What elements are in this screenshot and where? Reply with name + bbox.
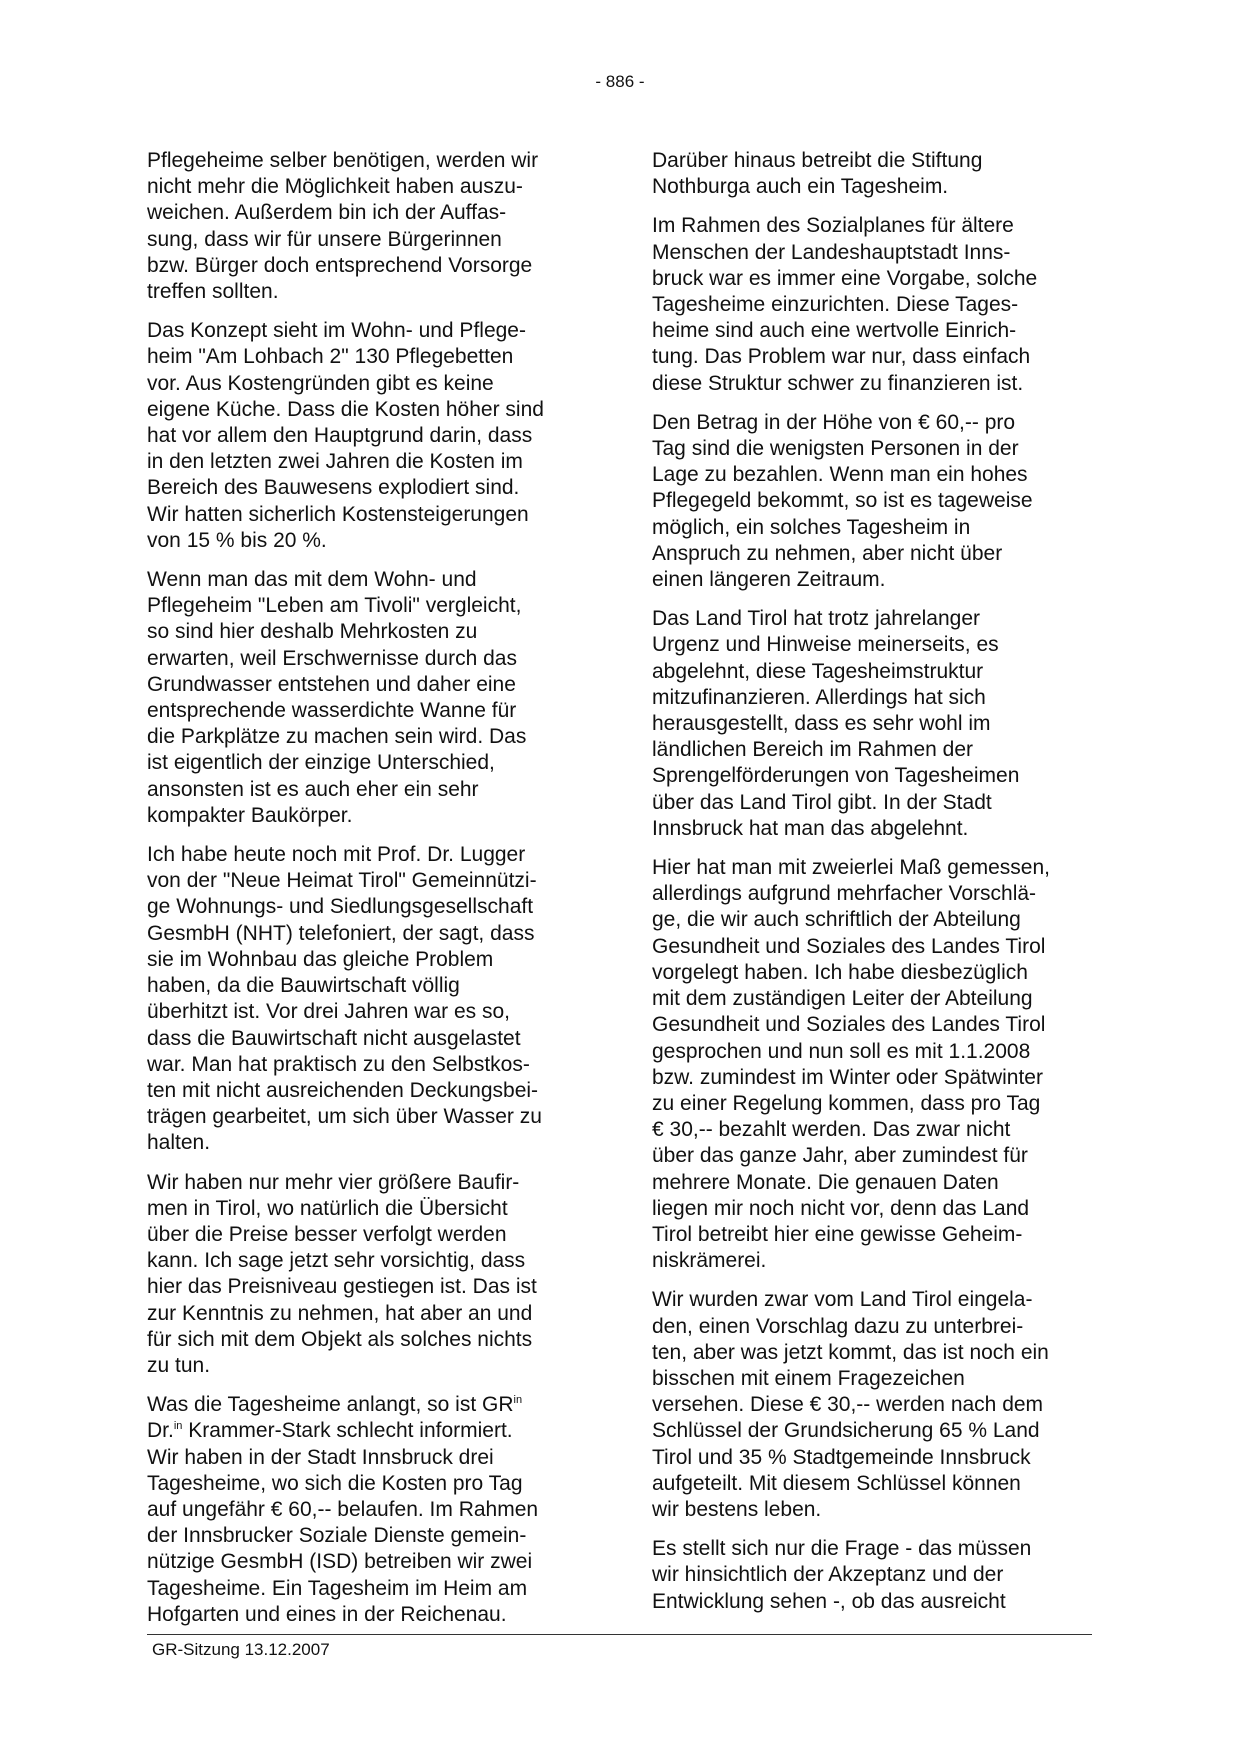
paragraph: Pflegeheime selber benötigen, werden wir nicht mehr die Möglichkeit haben auszu- weichen. Außerdem bin ich der Auffas- sung, dass wir für unsere Bürgerinnen bzw. Bürger doch entsprechend Vorsorge treffen sollten. [147, 149, 539, 304]
footer-divider [147, 1634, 1092, 1635]
text-span: Dr. [147, 1419, 174, 1443]
page-number: - 886 - [595, 72, 645, 91]
text-span: Was die Tagesheime anlangt, so ist GR [147, 1393, 514, 1417]
footer-text: GR-Sitzung 13.12.2007 [152, 1640, 330, 1659]
paragraph: Wir haben nur mehr vier größere Baufir- men in Tirol, wo natürlich die Übersicht über die Preise besser verfolgt werden kann. Ich sage jetzt sehr vorsichtig, dass hier das Preisniveau gestiegen ist. Das ist zur Kenntnis zu nehmen, hat aber an und für sich mit dem Objekt als solches nichts zu tun. [147, 1170, 537, 1377]
paragraph: Darüber hinaus betreibt die Stiftung Nothburga auch ein Tagesheim. [652, 149, 983, 199]
superscript: in [513, 1394, 523, 1407]
left-column [147, 148, 587, 1641]
right-column [652, 148, 1092, 1628]
paragraph: Den Betrag in der Höhe von € 60,-- pro Tag sind die wenigsten Personen in der Lage zu bezahlen. Wenn man ein hohes Pflegegeld bekommt, so ist es tageweise möglich, ein solches Tagesheim in Anspruch zu nehmen, aber nicht über einen längeren Zeitraum. [652, 410, 1033, 592]
paragraph: Hier hat man mit zweierlei Maß gemessen, allerdings aufgrund mehrfacher Vorschlä- ge, die wir auch schriftlich der Abteilung Gesundheit und Soziales des Landes Tirol vorgelegt haben. Ich habe diesbezüglich mit dem zuständigen Leiter der Abteilung Gesundheit und Soziales des Landes Tirol gesprochen und nun soll es mit 1.1.2008 bzw. zumindest im Winter oder Spätwinter zu einer Regelung kommen, dass pro Tag € 30,-- bezahlt werden. Das zwar nicht über das ganze Jahr, aber zumindest für mehrere Monate. Die genauen Daten liegen mir noch nicht vor, denn das Land Tirol betreibt hier eine gewisse Geheim- niskrämerei. [652, 856, 1050, 1273]
paragraph: Wir wurden zwar vom Land Tirol eingela- den, einen Vorschlag dazu zu unterbrei- ten, aber was jetzt kommt, das ist noch ein bisschen mit einem Fragezeichen versehen. Diese € 30,-- werden nach dem Schlüssel der Grundsicherung 65 % Land Tirol und 35 % Stadtgemeinde Innsbruck aufgeteilt. Mit diesem Schlüssel können wir bestens leben. [652, 1288, 1049, 1521]
superscript: in [173, 1420, 183, 1433]
paragraph: Es stellt sich nur die Frage - das müssen wir hinsichtlich der Akzeptanz und der Entwicklung sehen -, ob das ausreicht [652, 1537, 1032, 1613]
paragraph: Das Konzept sieht im Wohn- und Pflege- heim "Am Lohbach 2" 130 Pflegebetten vor. Aus Kostengründen gibt es keine eigene Küche. Dass die Kosten höher sind hat vor allem den Hauptgrund darin, dass in den letzten zwei Jahren die Kosten im Bereich des Bauwesens explodiert sind. Wir hatten sicherlich Kostensteigerungen von 15 % bis 20 %. [147, 319, 544, 552]
paragraph: Das Land Tirol hat trotz jahrelanger Urgenz und Hinweise meinerseits, es abgelehnt, diese Tagesheimstruktur mitzufinanzieren. Allerdings hat sich herausgestellt, dass es sehr wohl im ländlichen Bereich im Rahmen der Sprengelförderungen von Tagesheimen über das Land Tirol gibt. In der Stadt Innsbruck hat man das abgelehnt. [652, 607, 1020, 840]
paragraph: Wenn man das mit dem Wohn- und Pflegeheim "Leben am Tivoli" vergleicht, so sind hier deshalb Mehrkosten zu erwarten, weil Erschwernisse durch das Grundwasser entstehen und daher eine entsprechende wasserdichte Wanne für die Parkplätze zu machen sein wird. Das ist eigentlich der einzige Unterschied, ansonsten ist es auch eher ein sehr kompakter Baukörper. [147, 568, 527, 827]
text-span: Krammer-Stark schlecht informiert. Wir haben in der Stadt Innsbruck drei Tagesheime, wo sich die Kosten pro Tag auf ungefähr € 60,-- belaufen. Im Rahmen der Innsbrucker Soziale Dienste gemein- nützige GesmbH (ISD) betreiben wir zwei Tagesheime. Ein Tagesheim im Heim am Hofgarten und eines in der Reichenau. [147, 1419, 539, 1626]
paragraph-tagesheime [147, 1392, 587, 1628]
paragraph: Im Rahmen des Sozialplanes für ältere Menschen der Landeshauptstadt Inns- bruck war es immer eine Vorgabe, solche Tagesheime einzurichten. Diese Tages- heime sind auch eine wertvolle Einrich- tung. Das Problem war nur, dass einfach diese Struktur schwer zu finanzieren ist. [652, 214, 1038, 395]
paragraph: Ich habe heute noch mit Prof. Dr. Lugger von der "Neue Heimat Tirol" Gemeinnützi- ge Wohnungs- und Siedlungsgesellschaft GesmbH (NHT) telefoniert, der sagt, dass sie im Wohnbau das gleiche Problem haben, da die Bauwirtschaft völlig überhitzt ist. Vor drei Jahren war es so, dass die Bauwirtschaft nicht ausgelastet war. Man hat praktisch zu den Selbstkos- ten mit nicht ausreichenden Deckungsbei- trägen gearbeitet, um sich über Wasser zu halten. [147, 843, 542, 1155]
